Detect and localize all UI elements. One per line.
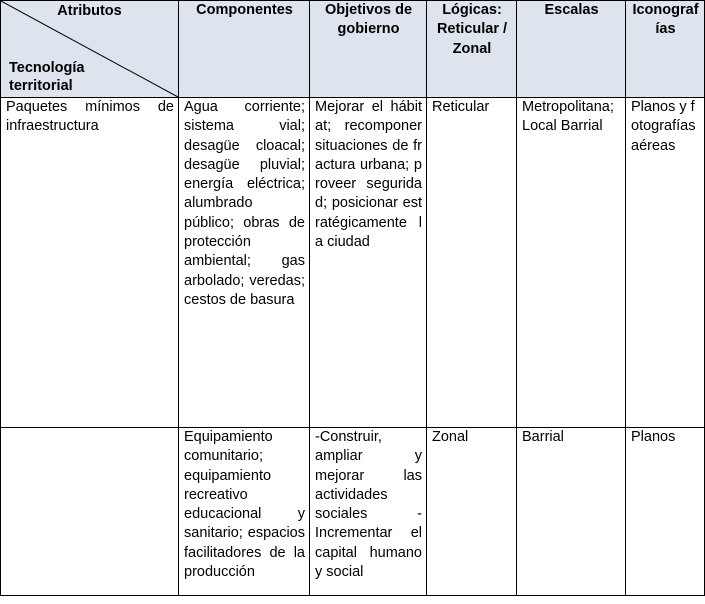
cell-componentes-text: Equipamiento comunitario; equipamiento recreativo educacional y sanitario; espacios facilitadores de la producción bbox=[184, 429, 305, 581]
cell-componentes: Agua corriente; sistema vial; desagüe cloacal; desagüe pluvial; energía eléctrica; alumbrado público; obras de protección ambiental; gas arbolado; veredas; cestos de basura bbox=[179, 98, 310, 428]
header-escalas: Escalas bbox=[517, 1, 626, 98]
cell-logicas: Zonal bbox=[427, 428, 517, 596]
diagonal-header-cell bbox=[1, 1, 179, 98]
cell-iconografias: Planos y fotografías aéreas bbox=[626, 98, 705, 428]
cell-escalas: Barrial bbox=[517, 428, 626, 596]
cell-componentes bbox=[179, 428, 310, 596]
table-header-row bbox=[1, 1, 705, 98]
header-logicas: Lógicas: Reticular / Zonal bbox=[427, 1, 517, 98]
table-row bbox=[1, 98, 705, 428]
table-row bbox=[1, 428, 705, 596]
cell-objetivos bbox=[310, 428, 427, 596]
cell-escalas: Metropolitana; Local Barrial bbox=[517, 98, 626, 428]
header-objetivos: Objetivos de gobierno bbox=[310, 1, 427, 98]
cell-tecnologia: Paquetes mínimos de infraestructura bbox=[1, 98, 179, 428]
cell-tecnologia bbox=[1, 428, 179, 596]
cell-iconografias: Planos bbox=[626, 428, 705, 596]
cell-logicas: Reticular bbox=[427, 98, 517, 428]
cell-objetivos: Mejorar el hábitat; recomponer situaciones de fractura urbana; proveer seguridad; posicionar estratégicamente la ciudad bbox=[310, 98, 427, 428]
header-tecnologia-territorial: Tecnología territorial bbox=[9, 60, 85, 94]
header-componentes: Componentes bbox=[179, 1, 310, 98]
header-iconografias: Iconografías bbox=[626, 1, 705, 98]
header-atributos: Atributos bbox=[57, 3, 122, 19]
cell-objetivos-text: -Construir, ampliar y mejorar las actividades sociales -Incrementar el capital humano y social bbox=[315, 429, 422, 581]
